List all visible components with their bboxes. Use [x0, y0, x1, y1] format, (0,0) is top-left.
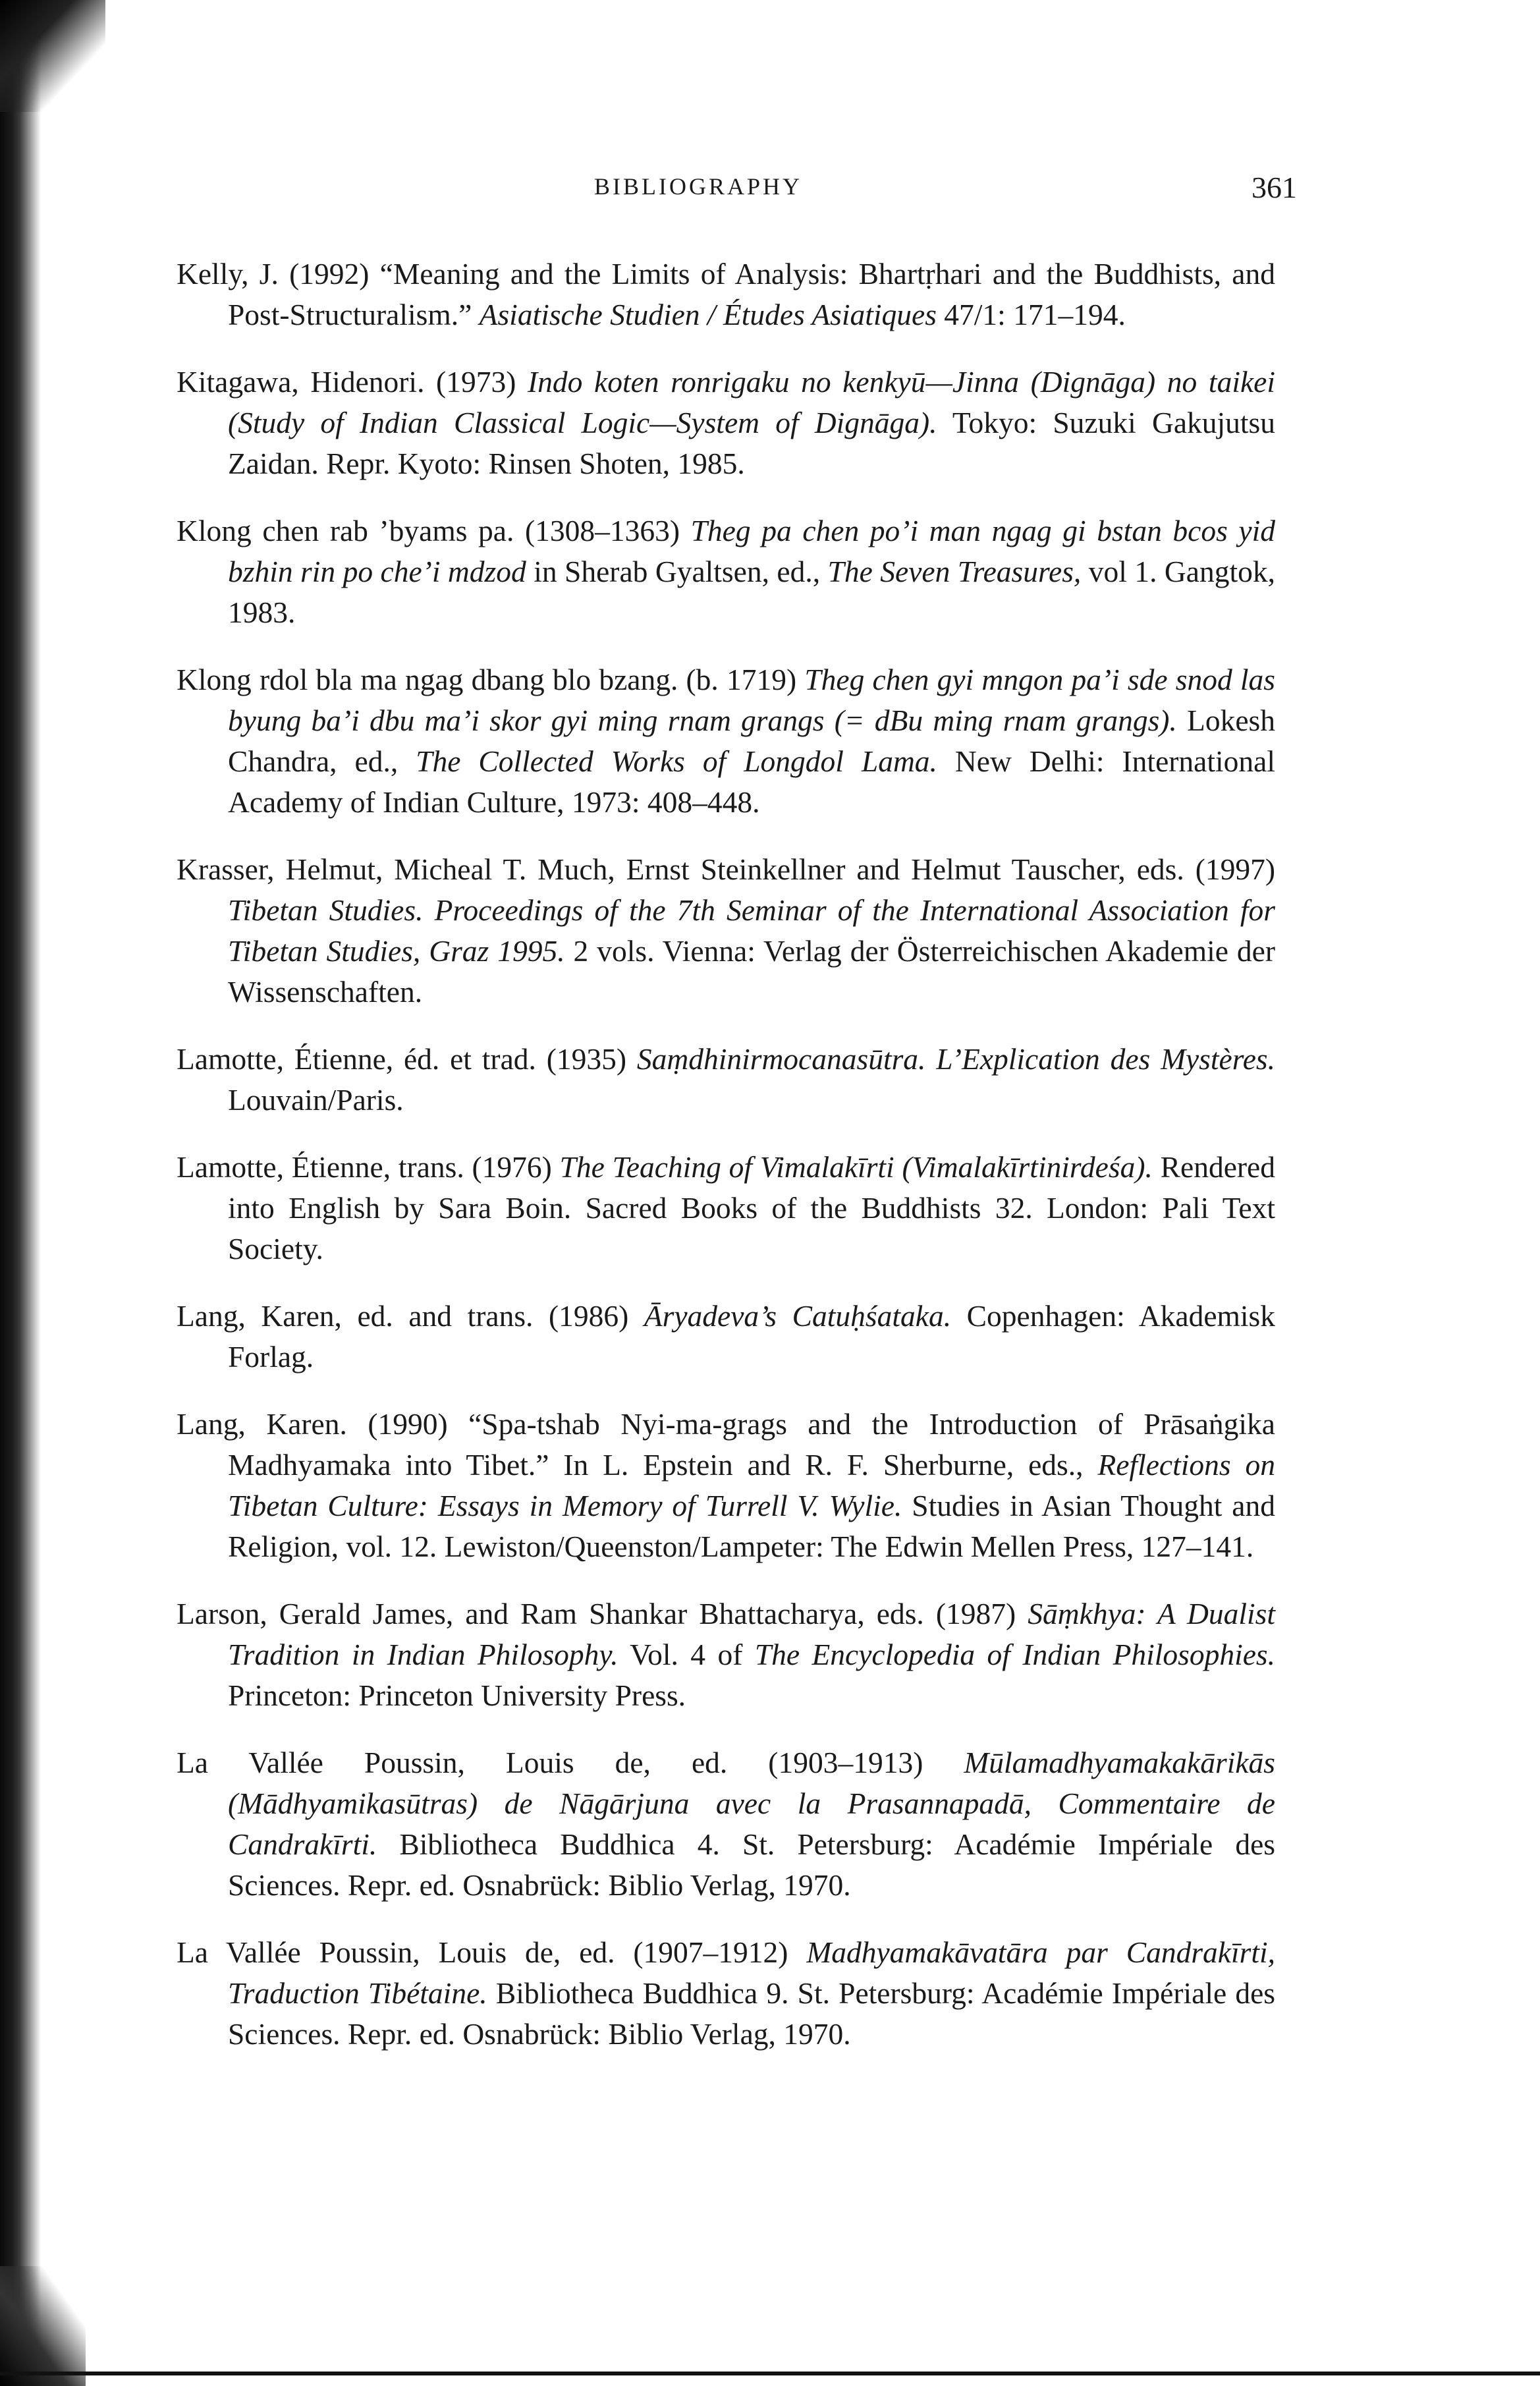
binding-edge-shadow	[0, 0, 41, 2386]
bib-entry-lang-1990: Lang, Karen. (1990) “Spa-tshab Nyi-ma-grags and the Introduction of Prāsaṅgika Madhyamaka into Tibet.” In L. Epstein and R. F. Sherburne, eds., Reflections on Tibetan Culture: Essays in Memory of Turrell V. Wylie. Studies in Asian Thought and Religion, vol. 12. Lewiston/Queenston/Lampeter: The Edwin Mellen Press, 127–141.	[177, 1407, 1276, 1563]
page-number: 361	[1251, 171, 1297, 204]
bib-entry-lamotte-1935: Lamotte, Étienne, éd. et trad. (1935) Saṃdhinirmocanasūtra. L’Explication des Mystères. Louvain/Paris.	[177, 1042, 1275, 1117]
bibliography-list	[177, 254, 1275, 2081]
binding-corner-top	[0, 0, 105, 112]
bib-entry-kitagawa: Kitagawa, Hidenori. (1973) Indo koten ronrigaku no kenkyū—Jinna (Dignāga) no taikei (Study of Indian Classical Logic—System of Dignāga). Tokyo: Suzuki Gakujutsu Zaidan. Repr. Kyoto: Rinsen Shoten, 1985.	[177, 365, 1276, 480]
bib-entry-larson: Larson, Gerald James, and Ram Shankar Bhattacharya, eds. (1987) Sāṃkhya: A Dualist Tradition in Indian Philosophy. Vol. 4 of The Encyclopedia of Indian Philosophies. Princeton: Princeton University Press.	[177, 1597, 1276, 1712]
bib-entry-lamotte-1976: Lamotte, Étienne, trans. (1976) The Teaching of Vimalakīrti (Vimalakīrtinirdeśa). Rendered into English by Sara Boin. Sacred Books of the Buddhists 32. London: Pali Text Society.	[177, 1150, 1275, 1265]
running-title: BIBLIOGRAPHY	[593, 173, 802, 200]
bib-entry-la-vallee-poussin-1907: La Vallée Poussin, Louis de, ed. (1907–1912) Madhyamakāvatāra par Candrakīrti, Traduction Tibétaine. Bibliotheca Buddhica 9. St. Petersburg: Académie Impériale des Sciences. Repr. ed. Osnabrück: Biblio Verlag, 1970.	[177, 1935, 1275, 2051]
bib-entry-klong-chen: Klong chen rab ’byams pa. (1308–1363) Theg pa chen po’i man ngag gi bstan bcos yid bzhin rin po che’i mdzod in Sherab Gyaltsen, ed., The Seven Treasures, vol 1. Gangtok, 1983.	[177, 514, 1275, 629]
binding-corner-bottom	[0, 2266, 86, 2386]
bib-entry-lang-1986: Lang, Karen, ed. and trans. (1986) Āryadeva’s Catuḥśataka. Copenhagen: Akademisk Forlag.	[177, 1299, 1276, 1373]
bib-entry-la-vallee-poussin-1903: La Vallée Poussin, Louis de, ed. (1903–1913) Mūlamadhyamakakārikās (Mādhyamikasūtras) de Nāgārjuna avec la Prasannapadā, Commentaire de Candrakīrti. Bibliotheca Buddhica 4. St. Petersburg: Académie Impériale des Sciences. Repr. ed. Osnabrück: Biblio Verlag, 1970.	[177, 1746, 1275, 1902]
bib-entry-krasser: Krasser, Helmut, Micheal T. Much, Ernst Steinkellner and Helmut Tauscher, eds. (1997) Tibetan Studies. Proceedings of the 7th Seminar of the International Association for Tibetan Studies, Graz 1995. 2 vols. Vienna: Verlag der Österreichischen Akademie der Wissenschaften.	[177, 852, 1275, 1009]
scan-bottom-edge	[0, 2372, 1540, 2375]
running-head	[0, 173, 1540, 212]
bib-entry-kelly: Kelly, J. (1992) “Meaning and the Limits of Analysis: Bhartṛhari and the Buddhists, and Post-Structuralism.” Asiatische Studien / Études Asiatiques 47/1: 171–194.	[177, 257, 1275, 331]
bib-entry-klong-rdol: Klong rdol bla ma ngag dbang blo bzang. (b. 1719) Theg chen gyi mngon pa’i sde snod las byung ba’i dbu ma’i skor gyi ming rnam grangs (= dBu ming rnam grangs). Lokesh Chandra, ed., The Collected Works of Longdol Lama. New Delhi: International Academy of Indian Culture, 1973: 408–448.	[177, 663, 1275, 819]
